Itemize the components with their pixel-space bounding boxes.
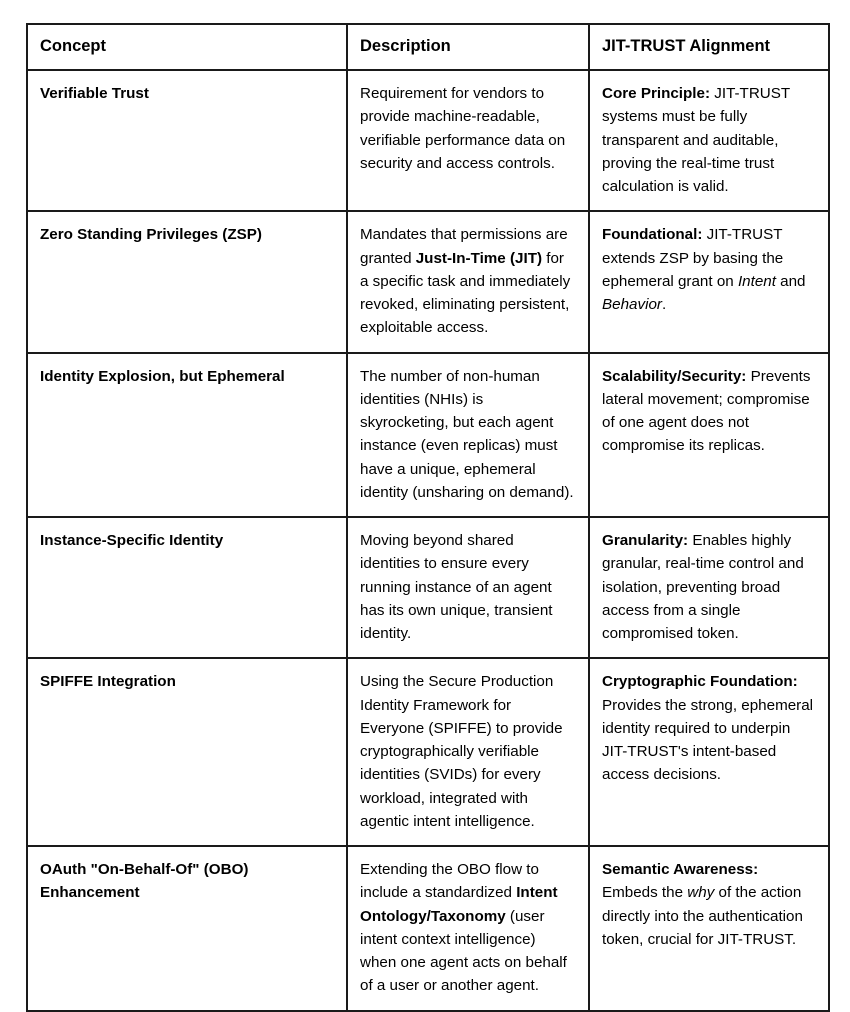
text-run-italic: Behavior: [602, 296, 662, 314]
text-run-normal: Moving beyond shared identities to ensure every running instance of an agent has its own unique, transient identity.: [360, 532, 553, 643]
text-run-bold: Just-In-Time (JIT): [415, 249, 543, 267]
text-run-normal: JIT-TRUST systems must be fully transparent and auditable, proving the real-time trust calculation is valid.: [602, 85, 790, 196]
cell-description: [347, 846, 589, 1011]
text-run-normal: Enables highly granular, real-time control and isolation, preventing broad access from a single compromised token.: [602, 532, 804, 643]
cell-jit-trust-alignment: [589, 70, 829, 211]
table-row: [27, 517, 829, 658]
text-run-bold: Cryptographic Foundation:: [602, 673, 798, 691]
text-run-normal: Extending the OBO flow to include a standardized: [360, 861, 539, 902]
column-header-jit-trust-alignment: JIT-TRUST Alignment: [589, 24, 829, 70]
table-header: [27, 24, 829, 70]
text-run-normal: and: [775, 272, 806, 290]
table-row: [27, 846, 829, 1011]
text-run-normal: Embeds the: [602, 884, 688, 902]
text-run-italic: why: [687, 884, 715, 902]
text-run-normal: (user intent context intelligence) when one agent acts on behalf of a user or another agent.: [360, 907, 567, 995]
cell-jit-trust-alignment: [589, 211, 829, 352]
table-row: [27, 353, 829, 518]
cell-concept: Instance-Specific Identity: [27, 517, 347, 658]
text-run-normal: The number of non-human identities (NHIs) is skyrocketing, but each agent instance (even replicas) must have a unique, ephemeral identity (unsharing on demand).: [360, 367, 574, 501]
table-row: [27, 211, 829, 352]
column-header-concept: Concept: [27, 24, 347, 70]
column-header-description: Description: [347, 24, 589, 70]
text-run-bold: Core Principle:: [602, 85, 711, 103]
text-run-normal: Prevents lateral movement; compromise of one agent does not compromise its replicas.: [602, 367, 811, 455]
text-run-normal: Using the Secure Production Identity Framework for Everyone (SPIFFE) to provide cryptographically verifiable identities (SVIDs) for every workload, integrated with agentic intent intelligence.: [360, 673, 563, 830]
text-run-normal: of the action directly into the authentication token, crucial for JIT-TRUST.: [602, 884, 803, 948]
text-run-normal: for a specific task and immediately revoked, eliminating persistent, exploitable access.: [360, 249, 571, 337]
cell-description: [347, 70, 589, 211]
text-run-bold: Scalability/Security:: [602, 367, 747, 385]
table-row: [27, 70, 829, 211]
text-run-normal: .: [661, 296, 667, 314]
text-run-normal: Mandates that permissions are granted: [360, 226, 568, 267]
cell-description: [347, 211, 589, 352]
cell-jit-trust-alignment: [589, 353, 829, 518]
cell-jit-trust-alignment: [589, 846, 829, 1011]
table-header-row: [27, 24, 829, 70]
text-run-bold: Foundational:: [602, 226, 703, 244]
text-run-bold: Semantic Awareness:: [602, 861, 759, 879]
text-run-italic: Intent: [737, 272, 776, 290]
text-run-bold: Intent Ontology/Taxonomy: [360, 884, 558, 925]
concept-table-container: [26, 23, 828, 1012]
cell-jit-trust-alignment: [589, 517, 829, 658]
cell-concept: Verifiable Trust: [27, 70, 347, 211]
jit-trust-concept-table: [26, 23, 830, 1012]
text-run-normal: Provides the strong, ephemeral identity required to underpin JIT-TRUST's intent-based access decisions.: [602, 696, 814, 784]
cell-concept: Zero Standing Privileges (ZSP): [27, 211, 347, 352]
cell-description: [347, 658, 589, 846]
cell-concept: OAuth "On-Behalf-Of" (OBO) Enhancement: [27, 846, 347, 1011]
text-run-bold: Granularity:: [602, 532, 689, 550]
cell-description: [347, 353, 589, 518]
cell-jit-trust-alignment: [589, 658, 829, 846]
text-run-normal: JIT-TRUST extends ZSP by basing the ephemeral grant on: [602, 226, 784, 290]
cell-description: [347, 517, 589, 658]
cell-concept: Identity Explosion, but Ephemeral: [27, 353, 347, 518]
table-row: [27, 658, 829, 846]
table-body: [27, 70, 829, 1011]
text-run-normal: Requirement for vendors to provide machine-readable, verifiable performance data on security and access controls.: [360, 85, 566, 172]
cell-concept: SPIFFE Integration: [27, 658, 347, 846]
